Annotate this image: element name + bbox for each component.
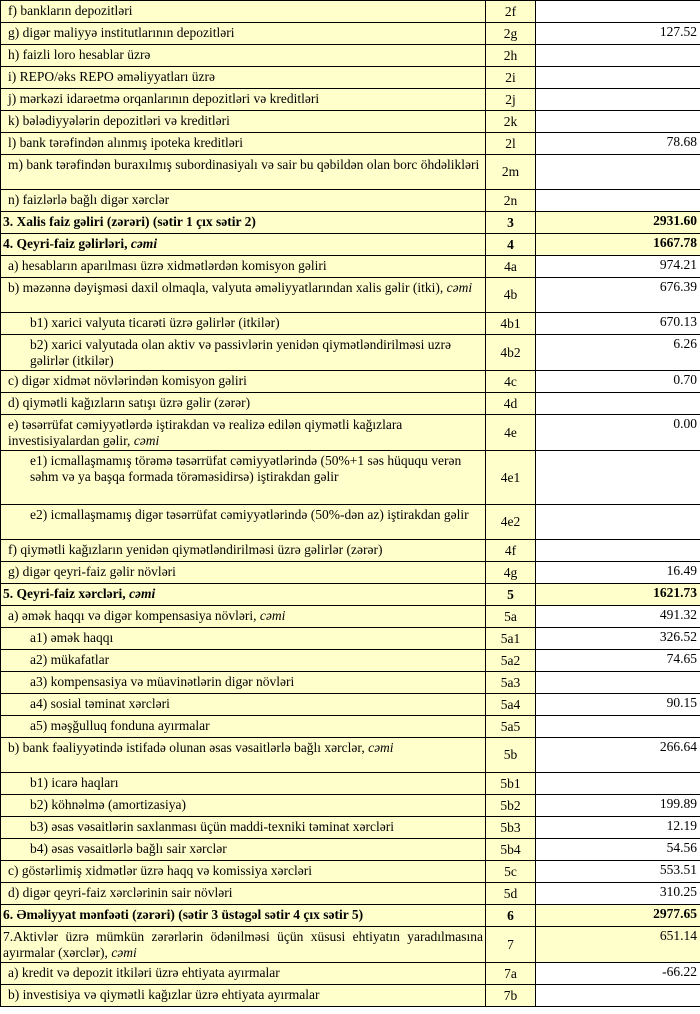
- row-code: 5c: [486, 861, 536, 883]
- row-label: [1, 278, 486, 313]
- table-row: [1, 505, 700, 540]
- row-value: 326.52: [536, 628, 700, 650]
- row-label-text: 7.Aktivlər üzrə mümkün zərərlərin ödənilməsi üçün xüsusi ehtiyatın yaradılmasına ayırmalar (xərclər),: [3, 929, 483, 960]
- row-code: 2m: [486, 155, 536, 190]
- row-code: 2i: [486, 67, 536, 89]
- table-row: [1, 584, 700, 606]
- row-label: [1, 861, 486, 883]
- row-label: [1, 212, 486, 234]
- row-code: 5b: [486, 738, 536, 773]
- row-value: [536, 190, 700, 212]
- row-code: 5b3: [486, 817, 536, 839]
- row-value: 2977.65: [536, 905, 700, 927]
- row-label-text: 3. Xalis faiz gəliri (zərəri) (sətir 1 çıx sətir 2): [3, 214, 256, 229]
- row-label: [1, 985, 486, 1007]
- row-label-text: e2) icmallaşmamış digər təsərrüfat cəmiyyətlərində (50%-dən az) iştirakdan gəlir: [30, 507, 469, 522]
- row-label: [1, 738, 486, 773]
- table-row: [1, 540, 700, 562]
- table-row: [1, 738, 700, 773]
- row-value: [536, 716, 700, 738]
- row-value: [536, 505, 700, 540]
- table-row: [1, 817, 700, 839]
- table-row: [1, 234, 700, 256]
- row-label-suffix: cəmi: [259, 608, 286, 623]
- table-row: [1, 256, 700, 278]
- row-value: 310.25: [536, 883, 700, 905]
- row-label: [1, 716, 486, 738]
- table-row: [1, 313, 700, 335]
- row-label: [1, 927, 486, 963]
- table-row: [1, 672, 700, 694]
- row-label: [1, 562, 486, 584]
- row-code: 4b: [486, 278, 536, 313]
- row-label-text: b2) köhnəlmə (amortizasiya): [30, 797, 186, 812]
- table-row: [1, 190, 700, 212]
- row-code: 5a3: [486, 672, 536, 694]
- table-row: [1, 628, 700, 650]
- table-row: [1, 562, 700, 584]
- row-label-suffix: cəmi: [129, 586, 156, 601]
- row-code: 4g: [486, 562, 536, 584]
- row-label-text: c) digər xidmət növlərindən komisyon gəliri: [8, 373, 247, 388]
- row-code: 4b1: [486, 313, 536, 335]
- row-value: 651.14: [536, 927, 700, 963]
- table-row: [1, 716, 700, 738]
- row-value: 491.32: [536, 606, 700, 628]
- row-code: 7: [486, 927, 536, 963]
- row-value: 974.21: [536, 256, 700, 278]
- row-value: [536, 540, 700, 562]
- table-row: [1, 212, 700, 234]
- row-label: [1, 234, 486, 256]
- row-label: [1, 905, 486, 927]
- table-row: [1, 650, 700, 672]
- row-label: [1, 67, 486, 89]
- table-body: [1, 1, 700, 1007]
- row-code: 3: [486, 212, 536, 234]
- table-row: [1, 1, 700, 23]
- row-code: 5a1: [486, 628, 536, 650]
- row-label: [1, 672, 486, 694]
- row-label: [1, 393, 486, 415]
- table-row: [1, 415, 700, 451]
- row-code: 5: [486, 584, 536, 606]
- row-value: 2931.60: [536, 212, 700, 234]
- row-label: [1, 155, 486, 190]
- row-code: 5a: [486, 606, 536, 628]
- row-label-text: h) faizli loro hesablar üzrə: [8, 47, 151, 62]
- table-row: [1, 133, 700, 155]
- row-code: 4: [486, 234, 536, 256]
- row-code: 4f: [486, 540, 536, 562]
- row-label-text: b) məzənnə dəyişməsi daxil olmaqla, valyuta əməliyyatlarından xalis gəlir (itki),: [8, 280, 447, 295]
- row-label-suffix: cəmi: [133, 433, 160, 448]
- row-label-text: m) bank tərəfindən buraxılmış subordinasiyalı və sair bu qəbildən olan borc öhdəlikləri: [8, 157, 480, 172]
- table-row: [1, 963, 700, 985]
- row-label-text: l) bank tərəfindən alınmış ipoteka kreditləri: [8, 135, 244, 150]
- row-value: 54.56: [536, 839, 700, 861]
- row-value: [536, 985, 700, 1007]
- row-label-text: a3) kompensasiya və müavinətlərin digər növləri: [30, 674, 295, 689]
- row-value: [536, 45, 700, 67]
- row-value: 199.89: [536, 795, 700, 817]
- row-label: [1, 415, 486, 451]
- table-row: [1, 155, 700, 190]
- row-value: 74.65: [536, 650, 700, 672]
- row-code: 2n: [486, 190, 536, 212]
- row-label-text: a) əmək haqqı və digər kompensasiya növləri,: [8, 608, 260, 623]
- row-value: 0.00: [536, 415, 700, 451]
- row-code: 5a2: [486, 650, 536, 672]
- row-label-text: n) faizlərlə bağlı digər xərclər: [8, 192, 170, 207]
- row-code: 5a4: [486, 694, 536, 716]
- table-row: [1, 45, 700, 67]
- row-label-text: e1) icmallaşmamış törəmə təsərrüfat cəmiyyətlərində (50%+1 səs hüququ verən səhm və ya başqa formada törəməsidirsə) iştirakdan gəlir: [30, 453, 462, 484]
- row-value: 78.68: [536, 133, 700, 155]
- row-value: 6.26: [536, 335, 700, 371]
- row-label-text: b4) əsas vəsaitlərlə bağlı sair xərclər: [30, 841, 227, 856]
- row-label-text: k) bələdiyyələrin depozitləri və kreditləri: [8, 113, 230, 128]
- row-code: 4d: [486, 393, 536, 415]
- table-row: [1, 795, 700, 817]
- row-label-suffix: cəmi: [368, 740, 394, 755]
- row-label: [1, 883, 486, 905]
- row-code: 4c: [486, 371, 536, 393]
- row-label-text: g) digər qeyri-faiz gəlir növləri: [8, 564, 176, 579]
- row-label: [1, 650, 486, 672]
- row-label: [1, 45, 486, 67]
- table-row: [1, 278, 700, 313]
- row-label: [1, 963, 486, 985]
- row-label-text: f) qiymətli kağızların yenidən qiymətləndirilməsi üzrə gəlirlər (zərər): [8, 542, 383, 557]
- row-label: [1, 795, 486, 817]
- table-row: [1, 694, 700, 716]
- row-code: 5a5: [486, 716, 536, 738]
- table-row: [1, 985, 700, 1007]
- row-label-text: b1) icarə haqları: [30, 775, 119, 790]
- row-label-suffix: cəmi: [111, 945, 137, 960]
- row-label: [1, 371, 486, 393]
- row-value: 553.51: [536, 861, 700, 883]
- row-value: 670.13: [536, 313, 700, 335]
- row-label-text: b) bank fəaliyyətində istifadə olunan əsas vəsaitlərlə bağlı xərclər,: [8, 740, 369, 755]
- row-label: [1, 451, 486, 505]
- row-label-suffix: cəmi: [446, 280, 473, 295]
- row-code: 4e1: [486, 451, 536, 505]
- row-value: [536, 111, 700, 133]
- table-row: [1, 111, 700, 133]
- row-code: 4e2: [486, 505, 536, 540]
- table-row: [1, 905, 700, 927]
- row-code: 4a: [486, 256, 536, 278]
- row-label-text: 4. Qeyri-faiz gəlirləri,: [3, 236, 131, 251]
- row-label: [1, 584, 486, 606]
- row-code: 5b1: [486, 773, 536, 795]
- row-value: [536, 672, 700, 694]
- table-row: [1, 861, 700, 883]
- table-row: [1, 67, 700, 89]
- row-value: 1621.73: [536, 584, 700, 606]
- row-label: [1, 773, 486, 795]
- row-code: 7a: [486, 963, 536, 985]
- row-label: [1, 256, 486, 278]
- row-code: 4e: [486, 415, 536, 451]
- row-code: 5b2: [486, 795, 536, 817]
- row-value: [536, 393, 700, 415]
- row-label-text: g) digər maliyyə institutlarının depozitləri: [8, 25, 235, 40]
- row-value: [536, 1, 700, 23]
- row-label: [1, 606, 486, 628]
- row-value: -66.22: [536, 963, 700, 985]
- row-label: [1, 1, 486, 23]
- row-label-text: e) təsərrüfat cəmiyyətlərdə iştirakdan və realizə edilən qiymətli kağızlara investisiyalardan gəlir,: [8, 417, 403, 448]
- row-code: 2l: [486, 133, 536, 155]
- row-code: 2h: [486, 45, 536, 67]
- row-label: [1, 133, 486, 155]
- row-label-text: b) investisiya və qiymətli kağızlar üzrə ehtiyata ayırmalar: [8, 987, 320, 1002]
- row-label: [1, 335, 486, 371]
- row-label-text: a2) mükafatlar: [30, 652, 110, 667]
- row-label-text: 6. Əməliyyat mənfəəti (zərəri) (sətir 3 üstəgəl sətir 4 çıx sətir 5): [3, 907, 364, 922]
- table-row: [1, 89, 700, 111]
- row-code: 7b: [486, 985, 536, 1007]
- row-value: 1667.78: [536, 234, 700, 256]
- row-label: [1, 313, 486, 335]
- table-row: [1, 451, 700, 505]
- row-value: 266.64: [536, 738, 700, 773]
- table-row: [1, 927, 700, 963]
- row-label-text: d) digər qeyri-faiz xərclərinin sair növləri: [8, 885, 233, 900]
- row-label-text: j) mərkəzi idarəetmə orqanlarının depozitləri və kreditləri: [8, 91, 320, 106]
- row-label-text: b1) xarici valyuta ticarəti üzrə gəlirlər (itkilər): [30, 315, 280, 330]
- row-value: 0.70: [536, 371, 700, 393]
- row-label-text: c) göstərlimiş xidmətlər üzrə haqq və komissiya xərcləri: [8, 863, 313, 878]
- row-value: [536, 89, 700, 111]
- row-code: 2g: [486, 23, 536, 45]
- row-label: [1, 89, 486, 111]
- row-value: 127.52: [536, 23, 700, 45]
- row-label: [1, 694, 486, 716]
- row-value: [536, 67, 700, 89]
- row-label: [1, 817, 486, 839]
- row-value: 12.19: [536, 817, 700, 839]
- row-label: [1, 540, 486, 562]
- row-value: 676.39: [536, 278, 700, 313]
- row-label-text: a) kredit və depozit itkiləri üzrə ehtiyata ayırmalar: [8, 965, 280, 980]
- table-row: [1, 773, 700, 795]
- row-code: 2f: [486, 1, 536, 23]
- table-row: [1, 23, 700, 45]
- row-code: 5d: [486, 883, 536, 905]
- row-code: 6: [486, 905, 536, 927]
- table-row: [1, 335, 700, 371]
- row-label-text: d) qiymətli kağızların satışı üzrə gəlir (zərər): [8, 395, 251, 410]
- row-value: 16.49: [536, 562, 700, 584]
- table-row: [1, 371, 700, 393]
- row-label-text: a) hesabların aparılması üzrə xidmətlərdən komisyon gəliri: [8, 258, 327, 273]
- row-code: 2j: [486, 89, 536, 111]
- table-row: [1, 839, 700, 861]
- row-label-text: b2) xarici valyutada olan aktiv və passivlərin yenidən qiymətləndirilməsi uzrə gəlirlər (itkilər): [30, 337, 451, 368]
- row-label: [1, 190, 486, 212]
- row-label: [1, 505, 486, 540]
- row-label: [1, 23, 486, 45]
- row-code: 2k: [486, 111, 536, 133]
- table-row: [1, 393, 700, 415]
- row-label-suffix: cəmi: [130, 236, 158, 251]
- row-label-text: a1) əmək haqqı: [30, 630, 114, 645]
- row-label: [1, 628, 486, 650]
- row-code: 4b2: [486, 335, 536, 371]
- row-label-text: i) REPO/əks REPO əməliyyatları üzrə: [8, 69, 215, 84]
- row-code: 5b4: [486, 839, 536, 861]
- row-label-text: a4) sosial təminat xərcləri: [30, 696, 170, 711]
- row-value: [536, 451, 700, 505]
- row-value: 90.15: [536, 694, 700, 716]
- row-label: [1, 839, 486, 861]
- row-label-text: f) bankların depozitləri: [8, 3, 133, 18]
- row-label: [1, 111, 486, 133]
- row-value: [536, 155, 700, 190]
- table-row: [1, 606, 700, 628]
- row-value: [536, 773, 700, 795]
- row-label-text: 5. Qeyri-faiz xərcləri,: [3, 586, 130, 601]
- table-row: [1, 883, 700, 905]
- row-label-text: b3) əsas vəsaitlərin saxlanması üçün maddi-texniki təminat xərcləri: [30, 819, 395, 834]
- row-label-text: a5) məşğulluq fonduna ayırmalar: [30, 718, 210, 733]
